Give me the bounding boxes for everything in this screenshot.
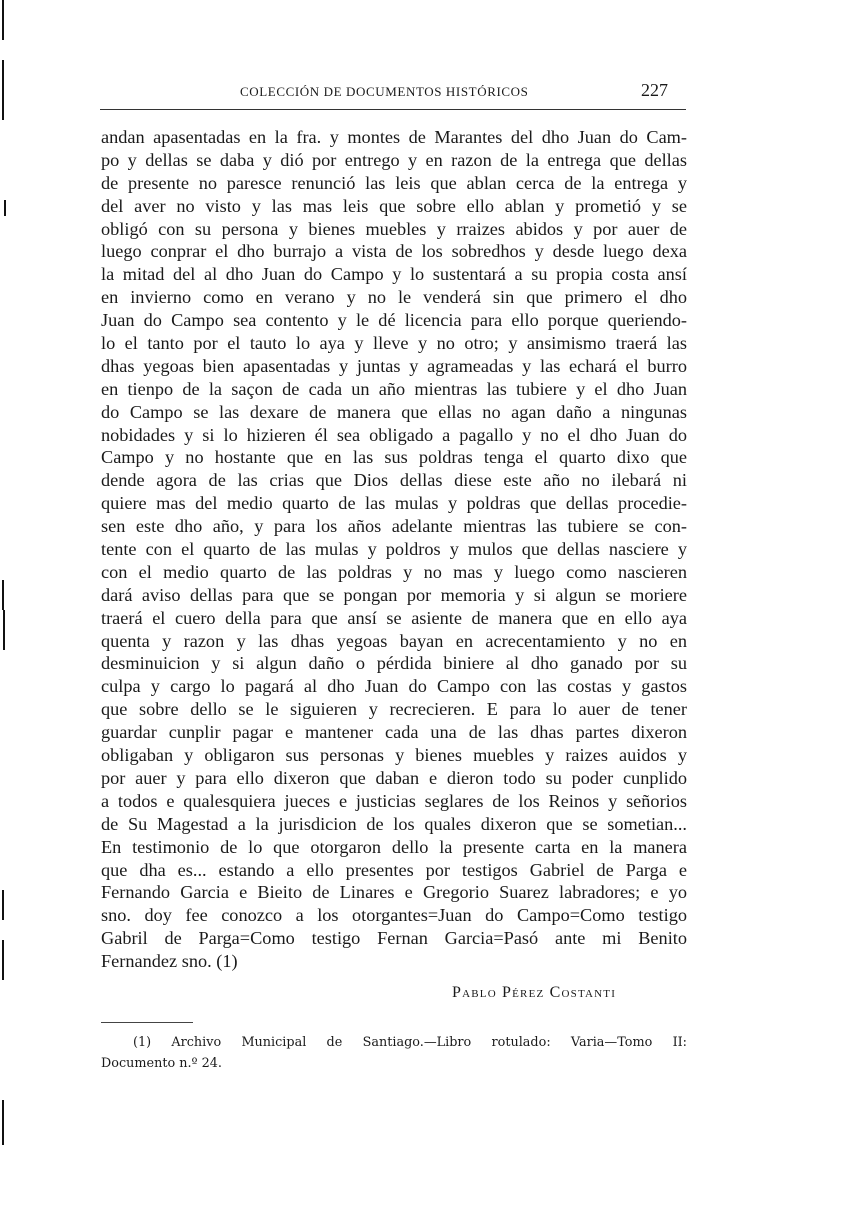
header-rule [100, 109, 686, 110]
body-line: dende agora de las crias que Dios dellas diese este año no ilebará ni [101, 470, 687, 491]
body-line: que sobre dello se le siguieren y recrecieren. E para lo auer de tener [101, 699, 687, 720]
body-line: dhas yegoas bien apasentadas y juntas y agrameadas y las echará el burro [101, 355, 687, 376]
body-line: en invierno como en verano y no le venderá sin que primero el dho [101, 287, 687, 308]
scan-edge-mark [3, 610, 5, 650]
scan-edge-mark [4, 200, 6, 216]
body-line: sen este dho año, y para los años adelante mientras las tubiere se con- [101, 516, 687, 537]
body-line: la mitad del al dho Juan do Campo y lo sustentará a su propia costa ansí [101, 264, 687, 285]
body-line: sno. doy fee conozco a los otorgantes=Juan do Campo=Como testigo [101, 905, 687, 926]
body-line: do Campo se las dexare de manera que ellas no agan daño a ningunas [101, 401, 687, 422]
body-line: culpa y cargo lo pagará al dho Juan do Campo con las costas y gastos [101, 676, 687, 697]
body-line: obligó con su persona y bienes muebles y rraizes abidos y por auer de [101, 218, 687, 239]
body-line: quenta y razon y las dhas yegoas bayan en acrecentamiento y no en [101, 630, 687, 651]
body-line: po y dellas se daba y dió por entrego y en razon de la entrega que dellas [101, 149, 687, 170]
body-line: con el medio quarto de las poldras y no mas y luego como nascieren [101, 561, 687, 582]
scan-edge-mark [2, 0, 4, 40]
scan-edge-mark [2, 580, 4, 610]
body-line: andan apasentadas en la fra. y montes de Marantes del dho Juan do Cam- [101, 127, 687, 147]
body-line: luego conprar el dho burrajo a vista de los sobredhos y desde luego dexa [101, 241, 687, 262]
body-line: Fernando Garcia e Bieito de Linares e Gregorio Suarez labradores; e yo [101, 882, 687, 903]
body-line: en tienpo de la saçon de cada un año mientras las tubiere y el dho Juan [101, 378, 687, 399]
scan-edge-mark [2, 1100, 4, 1145]
footnote [101, 1032, 687, 1074]
body-line: a todos e qualesquiera jueces e justicias seglares de los Reinos y señorios [101, 790, 687, 811]
running-title: COLECCIÓN DE DOCUMENTOS HISTÓRICOS [240, 84, 529, 99]
scan-edge-mark [2, 60, 4, 120]
scan-edge-mark [2, 940, 4, 980]
body-line: que dha es... estando a ello presentes por testigos Gabriel de Parga e [101, 859, 687, 880]
document-body [101, 126, 687, 973]
body-line: En testimonio de lo que otorgaron dello la presente carta en la manera [101, 836, 687, 857]
body-line: por auer y para ello dixeron que daban e dieron todo su poder cunplido [101, 767, 687, 788]
body-line: del aver no visto y las mas leis que sobre ello ablan y prometió y se [101, 195, 687, 216]
body-line: de presente no paresce renunció las leis que ablan cerca de la entrega y [101, 172, 687, 193]
body-line: nobidades y si lo hizieren él sea obligado a pagallo y no el dho Juan do [101, 424, 687, 445]
body-line: desminuicion y si algun daño o pérdida biniere al dho ganado por su [101, 653, 687, 674]
body-line: quiere mas del medio quarto de las mulas y poldras que dellas procedie- [101, 493, 687, 514]
body-line-last: Fernandez sno. (1) [101, 951, 238, 972]
body-line: dará aviso dellas para que se pongan por memoria y si algun se moriere [101, 584, 687, 605]
author-signature: Pablo Pérez Costanti [452, 984, 617, 1001]
footnote-line: Documento n.º 24. [101, 1056, 222, 1071]
body-line: de Su Magestad a la jurisdicion de los quales dixeron que se sometian... [101, 813, 687, 834]
page-number: 227 [641, 80, 668, 100]
footnote-line: (1) Archivo Municipal de Santiago.—Libro rotulado: Varia—Tomo II: [133, 1035, 687, 1050]
body-line: Gabril de Parga=Como testigo Fernan Garcia=Pasó ante mi Benito [101, 928, 687, 949]
body-line: Campo y no hostante que en las sus poldras tenga el quarto dixo que [101, 447, 687, 468]
body-line: guardar cunplir pagar e mantener cada una de las dhas partes dixeron [101, 722, 687, 743]
body-line: traerá el cuero della para que ansí se asiente de manera que en ello aya [101, 607, 687, 628]
body-line: tente con el quarto de las mulas y poldros y mulos que dellas nasciere y [101, 539, 687, 560]
page-header [100, 80, 686, 106]
footnote-rule [101, 1022, 193, 1023]
scan-edge-mark [2, 890, 4, 920]
body-line: obligaban y obligaron sus personas y bienes muebles y raizes auidos y [101, 745, 687, 766]
body-line: lo el tanto por el tauto lo aya y lleve y no otro; y ansimismo traerá las [101, 333, 687, 354]
body-line: Juan do Campo sea contento y le dé licencia para ello porque queriendo- [101, 310, 687, 331]
